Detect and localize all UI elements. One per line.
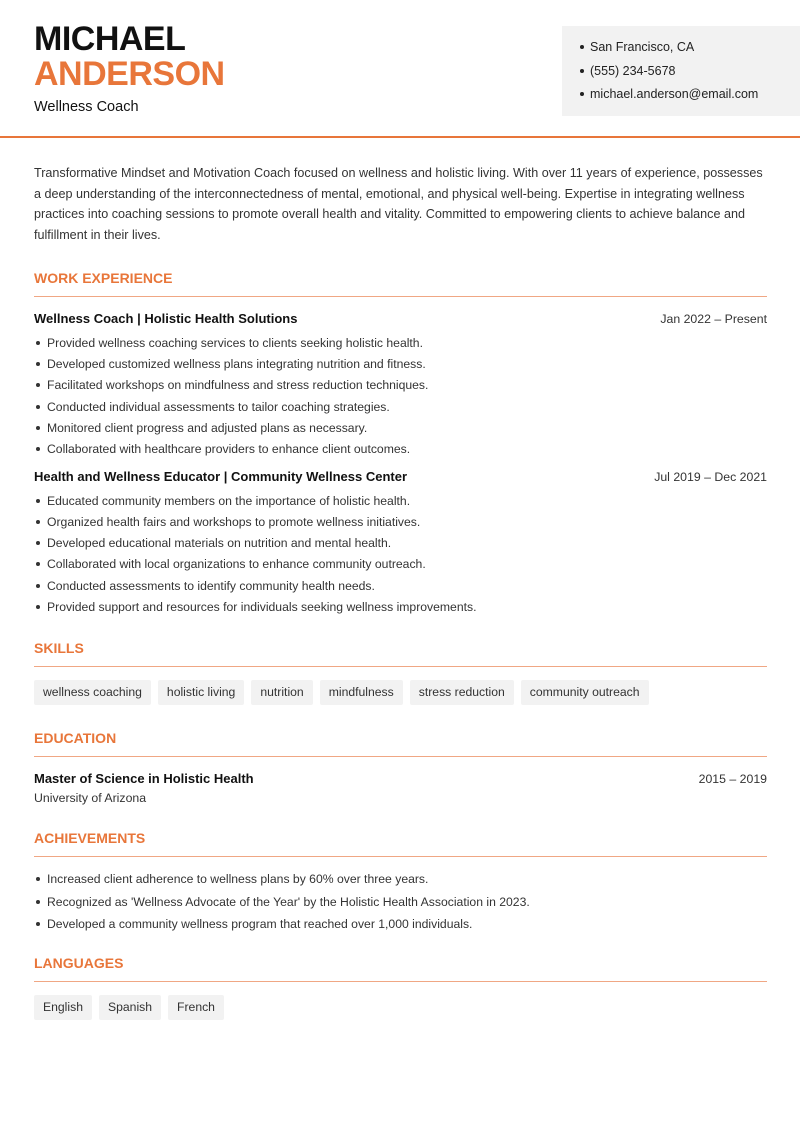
skill-tag: nutrition bbox=[251, 680, 312, 705]
skills-tags bbox=[34, 680, 767, 705]
section-title-languages: LANGUAGES bbox=[34, 955, 767, 982]
job-header bbox=[34, 311, 767, 326]
job-entry bbox=[34, 311, 767, 463]
language-tags bbox=[34, 995, 767, 1020]
section-title-skills: SKILLS bbox=[34, 640, 767, 667]
section-title-achievements: ACHIEVEMENTS bbox=[34, 830, 767, 857]
candidate-name bbox=[34, 22, 225, 92]
skill-tag: holistic living bbox=[158, 680, 244, 705]
achievement-bullets bbox=[34, 871, 767, 939]
list-item: Educated community members on the importance of holistic health. bbox=[34, 493, 767, 514]
last-name: ANDERSON bbox=[34, 55, 225, 93]
list-item: Facilitated workshops on mindfulness and stress reduction techniques. bbox=[34, 377, 767, 398]
list-item: Collaborated with healthcare providers to enhance client outcomes. bbox=[34, 441, 767, 462]
section-title-work: WORK EXPERIENCE bbox=[34, 270, 767, 297]
list-item: Collaborated with local organizations to enhance community outreach. bbox=[34, 556, 767, 577]
summary-paragraph: Transformative Mindset and Motivation Coach focused on wellness and holistic living. With over 11 years of experience, possesses a deep understanding of the interconnectedness of mental, emotional, and physical well-being. Expertise in integrating wellness practices into coaching sessions to promote overall health and vitality. Committed to empowering clients to achieve balance and fulfillment in their lives. bbox=[34, 166, 763, 243]
degree-title: Master of Science in Holistic Health bbox=[34, 771, 254, 787]
contact-email[interactable]: michael.anderson@email.com bbox=[580, 86, 800, 110]
list-item: Increased client adherence to wellness plans by 60% over three years. bbox=[34, 871, 767, 894]
list-item: Provided support and resources for individuals seeking wellness improvements. bbox=[34, 599, 767, 620]
contact-location: San Francisco, CA bbox=[580, 39, 800, 63]
school-name: University of Arizona bbox=[34, 791, 147, 806]
list-item: Developed customized wellness plans integrating nutrition and fitness. bbox=[34, 356, 767, 377]
skill-tag: mindfulness bbox=[320, 680, 403, 705]
list-item: Developed a community wellness program that reached over 1,000 individuals. bbox=[34, 916, 767, 939]
language-tag: French bbox=[168, 995, 224, 1020]
list-item: Recognized as 'Wellness Advocate of the Year' by the Holistic Health Association in 2023. bbox=[34, 894, 767, 917]
job-entry bbox=[34, 469, 767, 621]
section-title-education: EDUCATION bbox=[34, 730, 767, 757]
skill-tag: community outreach bbox=[521, 680, 649, 705]
list-item: Conducted assessments to identify community health needs. bbox=[34, 578, 767, 599]
job-bullets bbox=[34, 335, 767, 463]
contact-box bbox=[562, 26, 800, 116]
resume-body bbox=[34, 163, 767, 1020]
list-item: Organized health fairs and workshops to promote wellness initiatives. bbox=[34, 514, 767, 535]
list-item: Provided wellness coaching services to clients seeking holistic health. bbox=[34, 335, 767, 356]
list-item: Conducted individual assessments to tailor coaching strategies. bbox=[34, 399, 767, 420]
skill-tag: stress reduction bbox=[410, 680, 514, 705]
resume-header bbox=[0, 0, 800, 138]
list-item: Developed educational materials on nutrition and mental health. bbox=[34, 535, 767, 556]
job-header bbox=[34, 469, 767, 484]
list-item: Monitored client progress and adjusted plans as necessary. bbox=[34, 420, 767, 441]
job-title: Wellness Coach | Holistic Health Solutions bbox=[34, 310, 298, 326]
job-title: Health and Wellness Educator | Community Wellness Center bbox=[34, 468, 408, 484]
language-tag: English bbox=[34, 995, 92, 1020]
education-date: 2015 – 2019 bbox=[698, 772, 767, 787]
education-header bbox=[34, 771, 767, 786]
job-date: Jan 2022 – Present bbox=[660, 311, 767, 326]
job-role: Wellness Coach bbox=[34, 99, 139, 115]
job-bullets bbox=[34, 493, 767, 621]
job-date: Jul 2019 – Dec 2021 bbox=[654, 469, 767, 484]
skill-tag: wellness coaching bbox=[34, 680, 151, 705]
contact-phone: (555) 234-5678 bbox=[580, 63, 800, 87]
first-name: MICHAEL bbox=[34, 20, 186, 58]
language-tag: Spanish bbox=[99, 995, 161, 1020]
